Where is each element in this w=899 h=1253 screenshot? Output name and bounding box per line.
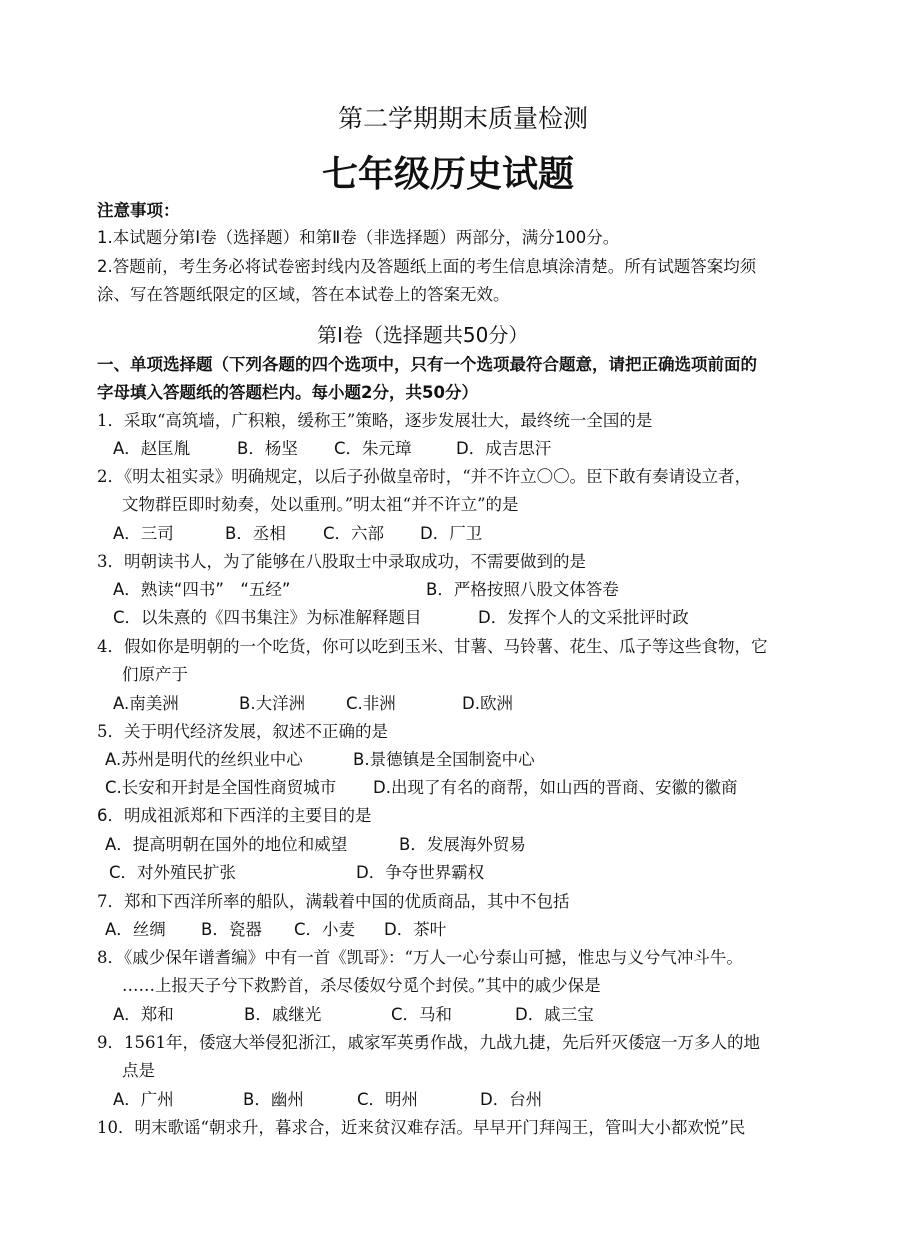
notes-heading: 注意事项： (97, 201, 180, 220)
section-title: 第Ⅰ卷（选择题共50分） (317, 323, 529, 347)
question-3-option-c: C．以朱熹的《四书集注》为标准解释题目 (113, 608, 422, 627)
question-5-option-d: D.出现了有名的商帮，如山西的晋商、安徽的徽商 (373, 778, 738, 797)
question-3-option-b: B．严格按照八股文体答卷 (426, 580, 619, 599)
question-2-stem-line-1: 2．《明太祖实录》明确规定，以后子孙做皇帝时，“并不许立〇〇。臣下敢有奏请设立者， (97, 467, 752, 486)
question-6-stem: 6．明成祖派郑和下西洋的主要目的是 (97, 806, 372, 825)
question-7-option-d: D．茶叶 (384, 920, 447, 939)
question-4-stem-line-1: 4．假如你是明朝的一个吃货，你可以吃到玉米、甘薯、马铃薯、花生、瓜子等这些食物，它 (97, 637, 768, 656)
question-9-option-a: A．广州 (113, 1090, 174, 1109)
question-4-stem-line-2: 们原产于 (122, 665, 188, 684)
note-1: 1.本试题分第Ⅰ卷（选择题）和第Ⅱ卷（非选择题）两部分，满分100分。 (97, 228, 620, 247)
question-4-option-c: C.非洲 (346, 694, 396, 713)
question-7-option-a: A．丝绸 (105, 920, 166, 939)
question-7-option-b: B．瓷器 (201, 920, 262, 939)
section-instructions-line-1: 一、单项选择题（下列各题的四个选项中，只有一个选项最符合题意，请把正确选项前面的 (97, 355, 757, 374)
question-5-option-c: C.长安和开封是全国性商贸城市 (105, 778, 337, 797)
question-5-option-b: B.景德镇是全国制瓷中心 (353, 750, 535, 769)
exam-subtitle: 七年级历史试题 (322, 154, 575, 195)
question-6-option-c: C．对外殖民扩张 (109, 863, 237, 882)
question-9-option-d: D．台州 (480, 1090, 543, 1109)
question-6-option-a: A．提高明朝在国外的地位和威望 (105, 835, 348, 854)
note-2-line-1: 2.答题前，考生务必将试卷密封线内及答题纸上面的考生信息填涂清楚。所有试题答案均须 (97, 257, 757, 276)
question-1-option-d: D．成吉思汗 (456, 439, 552, 458)
question-6-option-b: B．发展海外贸易 (399, 835, 526, 854)
question-1-stem: 1．采取“高筑墙，广积粮，缓称王”策略，逐步发展壮大，最终统一全国的是 (97, 411, 653, 430)
question-6-option-d: D．争夺世界霸权 (356, 863, 485, 882)
question-3-option-d: D．发挥个人的文采批评时政 (478, 608, 689, 627)
question-9-option-b: B．幽州 (243, 1090, 304, 1109)
question-2-option-a: A．三司 (113, 524, 174, 543)
question-1-option-c: C．朱元璋 (334, 439, 412, 458)
question-2-option-d: D．厂卫 (420, 524, 483, 543)
question-8-stem-line-2: ……上报天子兮下救黔首，杀尽倭奴兮觅个封侯。”其中的戚少保是 (122, 976, 601, 995)
question-5-stem: 5．关于明代经济发展，叙述不正确的是 (97, 722, 388, 741)
question-7-stem: 7．郑和下西洋所率的船队，满载着中国的优质商品，其中不包括 (97, 892, 570, 911)
question-4-option-d: D.欧洲 (462, 694, 513, 713)
question-10-stem: 10．明末歌谣“朝求升，暮求合，近来贫汉难存活。早早开门拜闯王，管叫大小都欢悦”民 (97, 1118, 746, 1137)
question-8-option-b: B．戚继光 (244, 1005, 322, 1024)
question-3-stem: 3．明朝读书人，为了能够在八股取士中录取成功，不需要做到的是 (97, 552, 586, 571)
question-4-option-a: A.南美洲 (113, 694, 179, 713)
question-7-option-c: C．小麦 (294, 920, 356, 939)
exam-title: 第二学期期末质量检测 (338, 104, 589, 133)
question-1-option-b: B．杨坚 (237, 439, 298, 458)
question-2-option-b: B．丞相 (225, 524, 286, 543)
question-8-option-a: A．郑和 (113, 1005, 174, 1024)
note-2-line-2: 涂、写在答题纸限定的区域，答在本试卷上的答案无效。 (97, 285, 510, 304)
question-9-stem-line-1: 9．1561年，倭寇大举侵犯浙江，戚家军英勇作战，九战九捷，先后歼灭倭寇一万多人的地 (97, 1033, 760, 1052)
question-2-option-c: C．六部 (323, 524, 385, 543)
question-8-option-d: D．戚三宝 (515, 1005, 594, 1024)
section-instructions-line-2: 字母填入答题纸的答题栏内。每小题2分，共50分） (97, 383, 478, 402)
question-9-stem-line-2: 点是 (122, 1061, 155, 1080)
question-2-stem-line-2: 文物群臣即时劾奏，处以重刑。”明太祖“并不许立”的是 (122, 495, 519, 514)
question-4-option-b: B.大洋洲 (239, 694, 306, 713)
question-3-option-a: A．熟读“四书” “五经” (113, 580, 291, 599)
question-9-option-c: C．明州 (357, 1090, 419, 1109)
question-8-option-c: C．马和 (391, 1005, 453, 1024)
question-1-option-a: A．赵匡胤 (113, 439, 191, 458)
question-5-option-a: A.苏州是明代的丝织业中心 (105, 750, 303, 769)
question-8-stem-line-1: 8．《戚少保年谱耆编》中有一首《凯哥》：“万人一心兮泰山可撼，惟忠与义兮气冲斗牛。 (97, 948, 743, 967)
